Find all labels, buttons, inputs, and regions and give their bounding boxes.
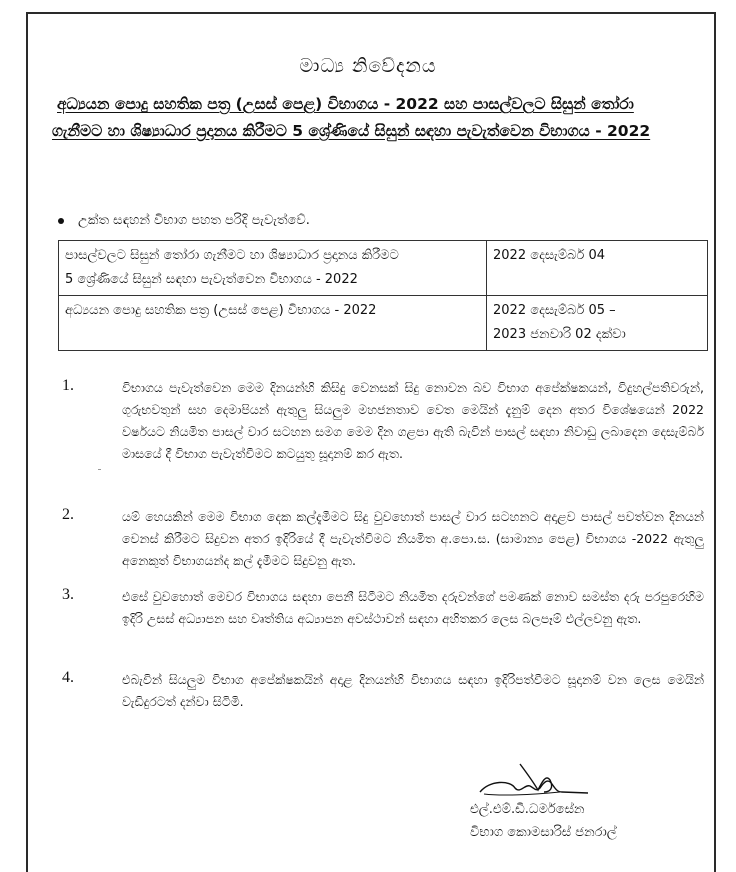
paragraph-text: එබැවින් සියලුම විභාග අපේක්ෂකයින් අදාළ දිනයන්හි විභාගය සඳහා ඉදිරිපත්වීමට සූදානම් වන ලෙස මෙයින් වැඩිදුරටත් දන්වා සිටිමි.: [122, 672, 704, 709]
table-row: [59, 296, 708, 351]
intro-bullet-text: උක්ත සඳහන් විභාග පහත පරිදි පැවැත්වේ.: [78, 213, 310, 228]
exam-date-line: 2022 දෙසැම්බර් 05 –: [493, 303, 616, 318]
exam-name-line: 5 ශ්‍රේණියේ සිසුන් සඳහා පැවැත්වෙන විභාගය - 2022: [65, 272, 358, 287]
signatory-title: විභාග කොමසාරිස් ජනරාල්: [470, 825, 617, 840]
signatory-name: එල්.එම්.ඩී.ධර්මසේන: [470, 802, 585, 817]
exam-name-line: අධ්‍යයන පොදු සහතික පත්‍ර (උසස් පෙළ) විභාගය - 2022: [65, 303, 377, 318]
signature-image: [470, 762, 590, 800]
heading-line-1: අධ්‍යයන පොදු සහතික පත්‍ර (උසස් පෙළ) විභාගය - 2022 සහ පාසල්වලට සිසුන් තෝරා: [57, 95, 634, 113]
table-row: [59, 241, 708, 296]
scan-speck: [98, 469, 101, 470]
bullet-icon: [58, 218, 64, 224]
exam-date-line: 2023 ජනවාරි 02 දක්වා: [493, 327, 626, 342]
exam-date-line: 2022 දෙසැම්බර් 04: [493, 248, 605, 263]
date-cell: [487, 241, 708, 296]
exam-schedule-table: [58, 240, 708, 351]
paragraph-number: 2.: [62, 506, 74, 523]
paragraph-number: 1.: [62, 377, 74, 394]
paragraph-text: විභාගය පැවැත්වෙන මෙම දිනයන්හි කිසිදු වෙනසක් සිදු නොවන බව විභාග අපේක්ෂකයන්, විදුහල්පතිවරුන්, ගුරුභවතුන් සහ දෙමාපියන් ඇතුලු සියලුම මහජනතාව වෙත මෙයින් දැනුම් දෙන අතර විශේෂයෙන් 2022 වර්ෂයට නියමිත පාසල් වාර සටහන සමග මෙම දින ගළපා ඇති බැවින් පාසල් සඳහා නිවාඩු ලබාදෙන දෙසැම්බර් මාසයේ දී විභාග පැවැත්වීමට කටයුතු සූදානම් කර ඇත.: [122, 380, 704, 461]
paragraph-number: 4.: [62, 669, 74, 686]
paragraph-text: එසේ වුවහොත් මෙවර විභාගය සඳහා පෙනී සිටීමට නියමිත දරුවන්ගේ පමණක් නොව සමස්ත දරු පරපුරෙහිම ඉදිරි උසස් අධ්‍යාපන සහ වෘත්තිය අධ්‍යාපන අවස්ථාවන් සඳහා අහිතකර ලෙස බලපෑම් එල්ලවනු ඇත.: [122, 589, 704, 626]
exam-cell: [59, 241, 487, 296]
date-cell: [487, 296, 708, 351]
exam-name-line: පාසල්වලට සිසුන් තෝරා ගැනීමට හා ශිෂ්‍යාධාර ප්‍රදානය කිරීමට: [65, 248, 399, 263]
exam-cell: [59, 296, 487, 351]
intro-bullet: [58, 213, 310, 228]
heading-line-2: ගැනීමට හා ශිෂ්‍යාධාර ප්‍රදානය කිරීමට 5 ශ්‍රේණියේ සිසුන් සඳහා පැවැත්වෙන විභාගය - 2022: [52, 122, 651, 140]
signature-stroke: [484, 792, 560, 795]
exam-name-line: [65, 323, 480, 347]
paragraph-text: යම් හෙයකින් මෙම විභාග දෙක කල්දැමීමට සිදු වුවහොත් පාසල් වාර සටහනට අදාළව පාසල් පවත්වන දිනයන් වෙනස් කිරීමට සිදුවන අතර ඉදිරියේ දී පැවැත්වීමට නියමිත අ.පො.ස. (සාමාන්‍ය පෙළ) විභාගය -2022 ඇතුලු අනෙකුත් විභාගයන්ද කල් දැමීමට සිදුවනු ඇත.: [122, 509, 704, 568]
paragraph-number: 3.: [62, 586, 74, 603]
page-title: මාධ්‍ය නිවේදනය: [299, 55, 437, 77]
